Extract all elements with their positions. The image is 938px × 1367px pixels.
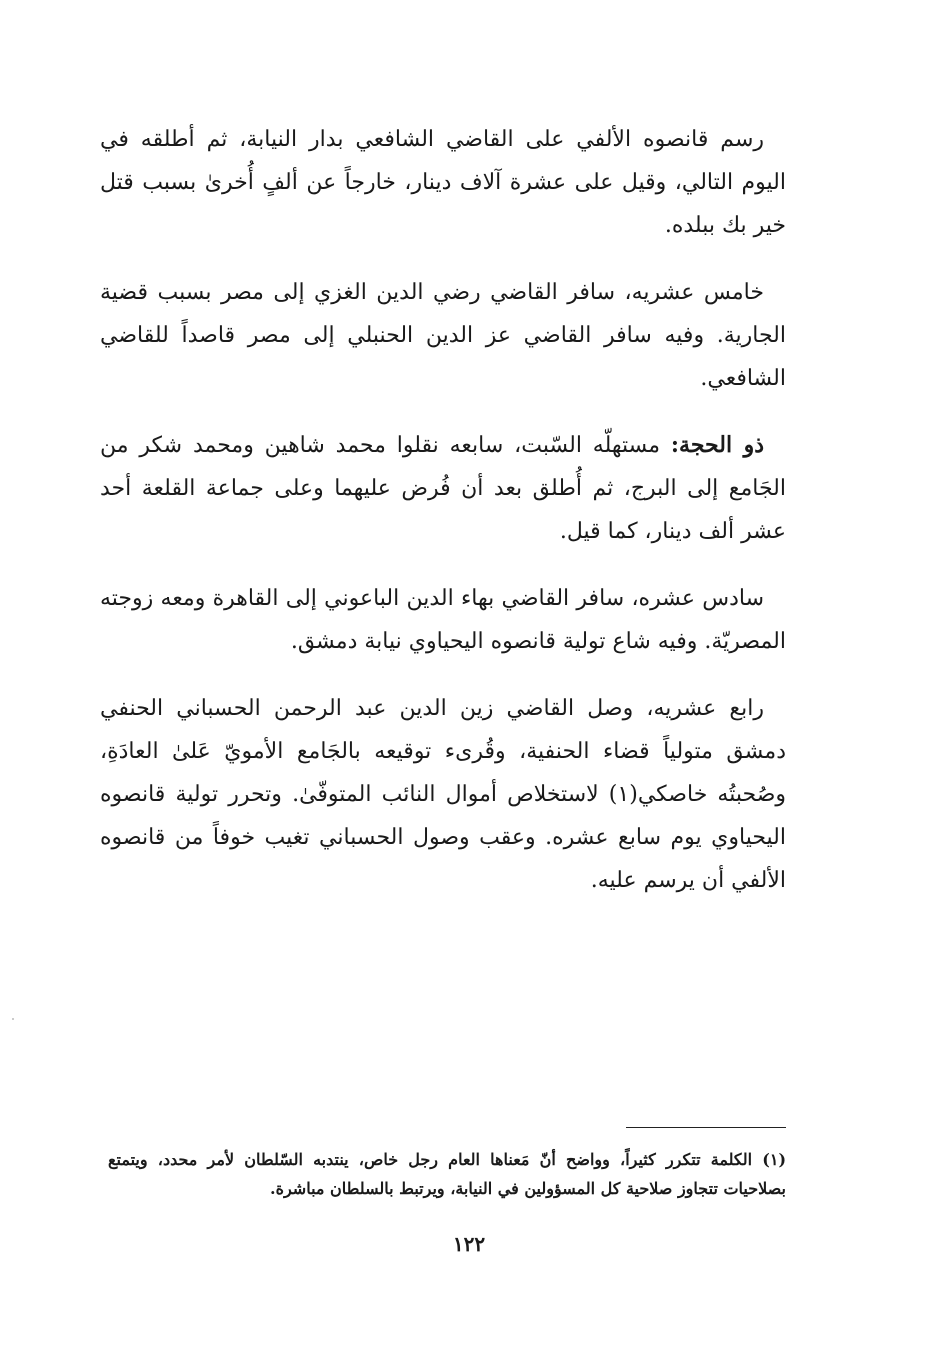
paragraph-1-text: رسم قانصوه الألفي على القاضي الشافعي بدار النيابة، ثم أطلقه في اليوم التالي، وقيل على عشرة آلاف دينار، خارجاً عن ألفٍ أُخرىٰ بسبب قتل خير بك ببلده. xyxy=(100,127,786,238)
footnote-1: (١) الكلمة تتكرر كثيراً، وواضح أنّ مَعناها العام رجل خاص، ينتدبه السّلطان لأمر محدد، ويتمتع بصلاحيات تتجاوز صلاحية كل المسؤولين في النيابة، ويرتبط بالسلطان مباشرة. xyxy=(108,1150,787,1198)
main-text xyxy=(100,118,786,926)
paragraph-3-lead: ذو الحجة: xyxy=(670,432,764,458)
paragraph-2-text: خامس عشريه، سافر القاضي رضي الدين الغزي إلى مصر بسبب قضية الجارية. وفيه سافر القاضي عز الدين الحنبلي إلى مصر قاصداً للقاضي الشافعي. xyxy=(100,280,786,391)
paragraph-4 xyxy=(100,577,786,663)
page-number: ١٢٢ xyxy=(452,1232,486,1256)
footnotes xyxy=(108,1145,786,1203)
footnote-divider xyxy=(626,1127,786,1128)
paragraph-5 xyxy=(100,687,786,902)
margin-speck xyxy=(12,1018,14,1020)
paragraph-1 xyxy=(100,118,786,247)
paragraph-2 xyxy=(100,271,786,400)
paragraph-5-text: رابع عشريه، وصل القاضي زين الدين عبد الرحمن الحسباني الحنفي دمشق متولياً قضاء الحنفية، وقُرىء توقيعه بالجَامع الأمويّ عَلىٰ العادَةِ، وصُحبتُه خاصكي(١) لاستخلاص أموال النائب المتوفّىٰ. وتحرر تولية قانصوه اليحياوي يوم سابع عشره. وعقب وصول الحسباني تغيب خوفاً من قانصوه الألفي أن يرسم عليه. xyxy=(100,696,787,893)
paragraph-3-text: مستهلّه السّبت، سابعه نقلوا محمد شاهين ومحمد شكر من الجَامع إلى البرج، ثم أُطلق بعد أن فُرض عليهما وعلى جماعة القلعة أحد عشر ألف دينار، كما قيل. xyxy=(100,433,786,544)
paragraph-4-text: سادس عشره، سافر القاضي بهاء الدين الباعوني إلى القاهرة ومعه زوجته المصريّة. وفيه شاع تولية قانصوه اليحياوي نيابة دمشق. xyxy=(100,586,786,654)
paragraph-3 xyxy=(100,424,786,553)
